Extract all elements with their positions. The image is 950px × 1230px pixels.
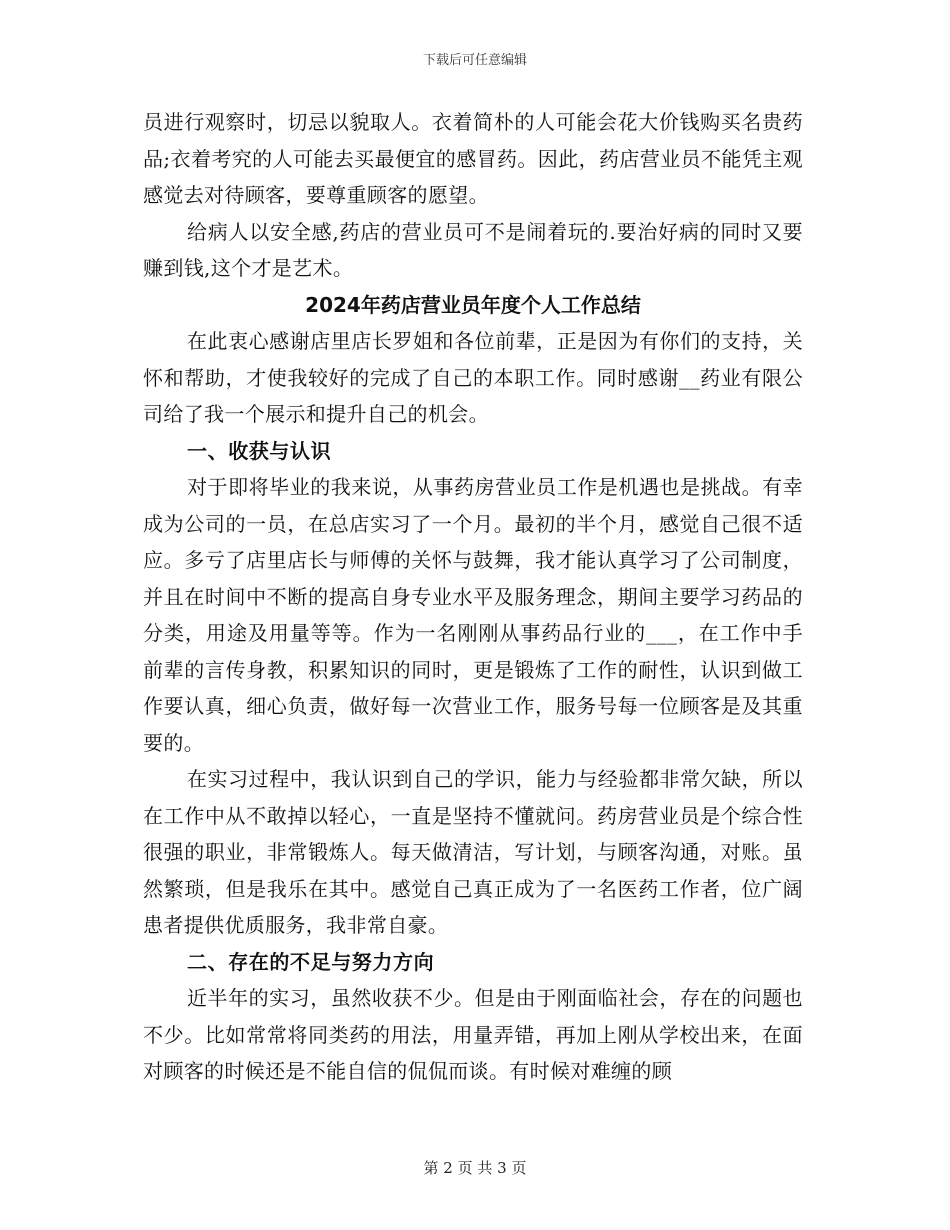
section-heading-gains: 一、收获与认识 <box>187 438 332 463</box>
paragraph-thanks: 在此衷心感谢店里店长罗姐和各位前辈，正是因为有你们的支持，关怀和帮助，才使我较好的完成了自己的本职工作。同时感谢__药业有限公司给了我一个展示和提升自己的机会。 <box>143 329 803 426</box>
paragraph-internship: 在实习过程中，我认识到自己的学识，能力与经验都非常欠缺，所以在工作中从不敢掉以轻心，一直是坚持不懂就问。药房营业员是个综合性很强的职业，非常锻炼人。每天做清洁，写计划，与顾客沟通，对账。虽然繁琐，但是我乐在其中。感觉自己真正成为了一名医药工作者，位广阔患者提供优质服务，我非常自豪。 <box>143 767 803 937</box>
paragraph-shortcomings: 近半年的实习，虽然收获不少。但是由于刚面临社会，存在的问题也不少。比如常常将同类药的用法，用量弄错，再加上刚从学校出来，在面对顾客的时候还是不能自信的侃侃而谈。有时候对难缠的顾 <box>143 986 803 1083</box>
section-heading-shortcomings: 二、存在的不足与努力方向 <box>187 949 435 974</box>
paragraph-gains: 对于即将毕业的我来说，从事药房营业员工作是机遇也是挑战。有幸成为公司的一员，在总店实习了一个月。最初的半个月，感觉自己很不适应。多亏了店里店长与师傅的关怀与鼓舞，我才能认真学习了公司制度，并且在时间中不断的提高自身专业水平及服务理念，期间主要学习药品的分类，用途及用量等等。作为一名刚刚从事药品行业的___，在工作中手前辈的言传身教，积累知识的同时，更是锻炼了工作的耐性，认识到做工作要认真，细心负责，做好每一次营业工作，服务号每一位顾客是及其重要的。 <box>143 475 803 755</box>
page-footer: 第 2 页 共 3 页 <box>423 1159 527 1177</box>
page-header: 下载后可任意编辑 <box>422 53 527 68</box>
document-title: 2024年药店营业员年度个人工作总结 <box>305 292 641 317</box>
paragraph-continuation: 员进行观察时，切忌以貌取人。衣着简朴的人可能会花大价钱购买名贵药品;衣着考究的人可能去买最便宜的感冒药。因此，药店营业员不能凭主观感觉去对待顾客，要尊重顾客的愿望。 <box>143 110 803 207</box>
paragraph-sense-of-security: 给病人以安全感,药店的营业员可不是闹着玩的.要治好病的同时又要赚到钱,这个才是艺术。 <box>143 219 803 280</box>
document-body <box>143 104 803 1090</box>
